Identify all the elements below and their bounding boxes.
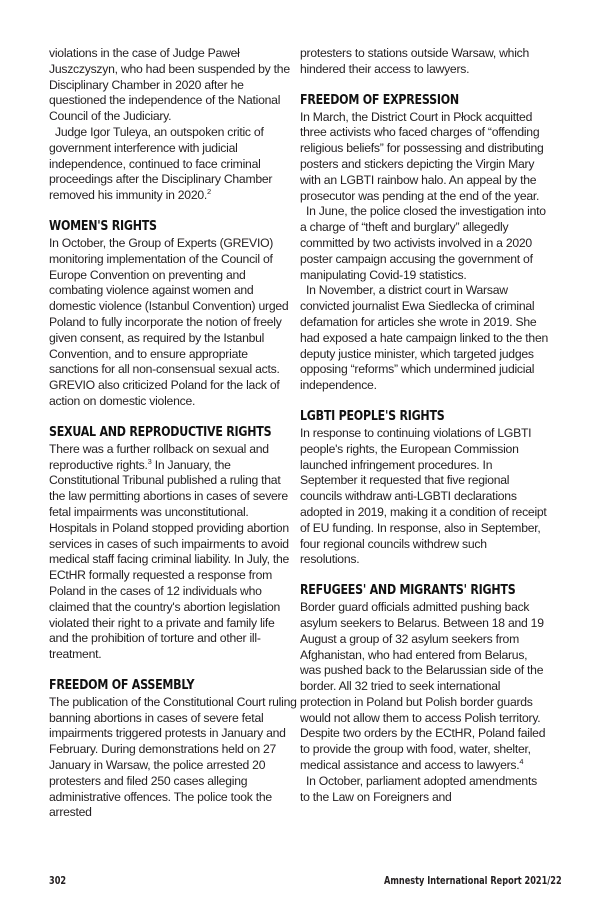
section-heading-refugees-migrants-rights: REFUGEES' AND MIGRANTS' RIGHTS (300, 582, 516, 599)
intro-paragraph: Judge Igor Tuleya, an outspoken critic of government interference with judicial independence, continued to face criminal proceedings after the Disciplinary Chamber removed his immunity in 2020.$^2$ (49, 124, 273, 203)
section-heading-freedom-of-expression: FREEDOM OF EXPRESSION (300, 91, 459, 108)
section-heading-womens-rights: WOMEN'S RIGHTS (49, 217, 157, 234)
right-column (300, 46, 548, 805)
left-column (49, 46, 297, 821)
sexual-reproductive-rights-paragraph: There was a further rollback on sexual and reproductive rights.$^3$ In January, the Constitutional Tribunal published a ruling that the law permitting abortions in cases of severe fetal impairments was unconstitutional. Hospitals in Poland stopped providing abortion services in cases of such impairments to avoid medical staff facing criminal liability. In July, the ECtHR formally requested a response from Poland in the cases of 12 individuals who claimed that the country's abortion legislation violated their right to a private and family life and the prohibition of torture and other ill-treatment. (49, 441, 290, 662)
freedom-of-expression-paragraph: In March, the District Court in Płock acquitted three activists who faced charges of “offending religious beliefs” for possessing and distributing posters and stickers depicting the Virgin Mary with an LGBTI rainbow halo. An appeal by the prosecutor was pending at the end of the year. (300, 109, 544, 203)
refugees-migrants-paragraph: In October, parliament adopted amendments to the Law on Foreigners and (300, 773, 537, 804)
lgbti-rights-paragraph: In response to continuing violations of LGBTI people's rights, the European Commission launched infringement procedures. In September it requested that five regional councils withdraw anti-LGBTI declarations adopted in 2019, making it a condition of receipt of EU funding. In response, also in September, four regional councils withdrew such resolutions. (300, 425, 547, 567)
intro-paragraph: violations in the case of Judge Paweł Juszczyszyn, who had been suspended by the Disciplinary Chamber in 2020 after he questioned the independence of the National Council of the Judiciary. (49, 46, 290, 124)
freedom-of-assembly-paragraph: The publication of the Constitutional Court ruling banning abortions in cases of severe fetal impairments triggered protests in January and February. During demonstrations held on 27 January in Warsaw, the police arrested 20 protesters and filed 250 cases alleging administrative offences. The police took the arrested (49, 694, 297, 820)
freedom-of-expression-paragraph: In June, the police closed the investigation into a charge of “theft and burglary” allegedly committed by two activists involved in a 2020 poster campaign accusing the government of manipulating Covid-19 statistics. (300, 204, 546, 282)
refugees-migrants-paragraph: Border guard officials admitted pushing back asylum seekers to Belarus. Between 18 and 19 August a group of 32 asylum seekers from Afghanistan, who had entered from Belarus, was pushed back to the Belarussian side of the border. All 32 tried to seek international protection in Poland but Polish border guards would not allow them to access Polish territory. Despite two orders by the ECtHR, Poland failed to provide the group with food, water, shelter, medical assistance and access to lawyers.$^4$ (300, 600, 546, 773)
footnote-ref[interactable]: 4 (519, 757, 524, 767)
section-heading-sexual-reproductive-rights: SEXUAL AND REPRODUCTIVE RIGHTS (49, 423, 272, 440)
page-number: 302 (49, 875, 67, 887)
footnote-ref[interactable]: 3 (147, 456, 152, 466)
section-heading-freedom-of-assembly: FREEDOM OF ASSEMBLY (49, 676, 195, 693)
womens-rights-paragraph: In October, the Group of Experts (GREVIO) monitoring implementation of the Council of Europe Convention on preventing and combating violence against women and domestic violence (Istanbul Convention) urged Poland to fully incorporate the notion of freely given consent, as required by the Istanbul Convention, and to ensure appropriate sanctions for all non-consensual sexual acts. GREVIO also criticized Poland for the lack of action on domestic violence. (49, 235, 289, 408)
freedom-of-expression-paragraph: In November, a district court in Warsaw convicted journalist Ewa Siedlecka of criminal defamation for articles she wrote in 2019. She had exposed a hate campaign linked to the then deputy justice minister, which targeted judges opposing “reforms” which undermined judicial independence. (300, 283, 549, 393)
continuation-paragraph: protesters to stations outside Warsaw, which hindered their access to lawyers. (300, 46, 530, 76)
section-heading-lgbti-rights: LGBTI PEOPLE'S RIGHTS (300, 407, 445, 424)
footnote-ref[interactable]: 2 (207, 187, 211, 197)
publication-title: Amnesty International Report 2021/22 (384, 875, 562, 887)
